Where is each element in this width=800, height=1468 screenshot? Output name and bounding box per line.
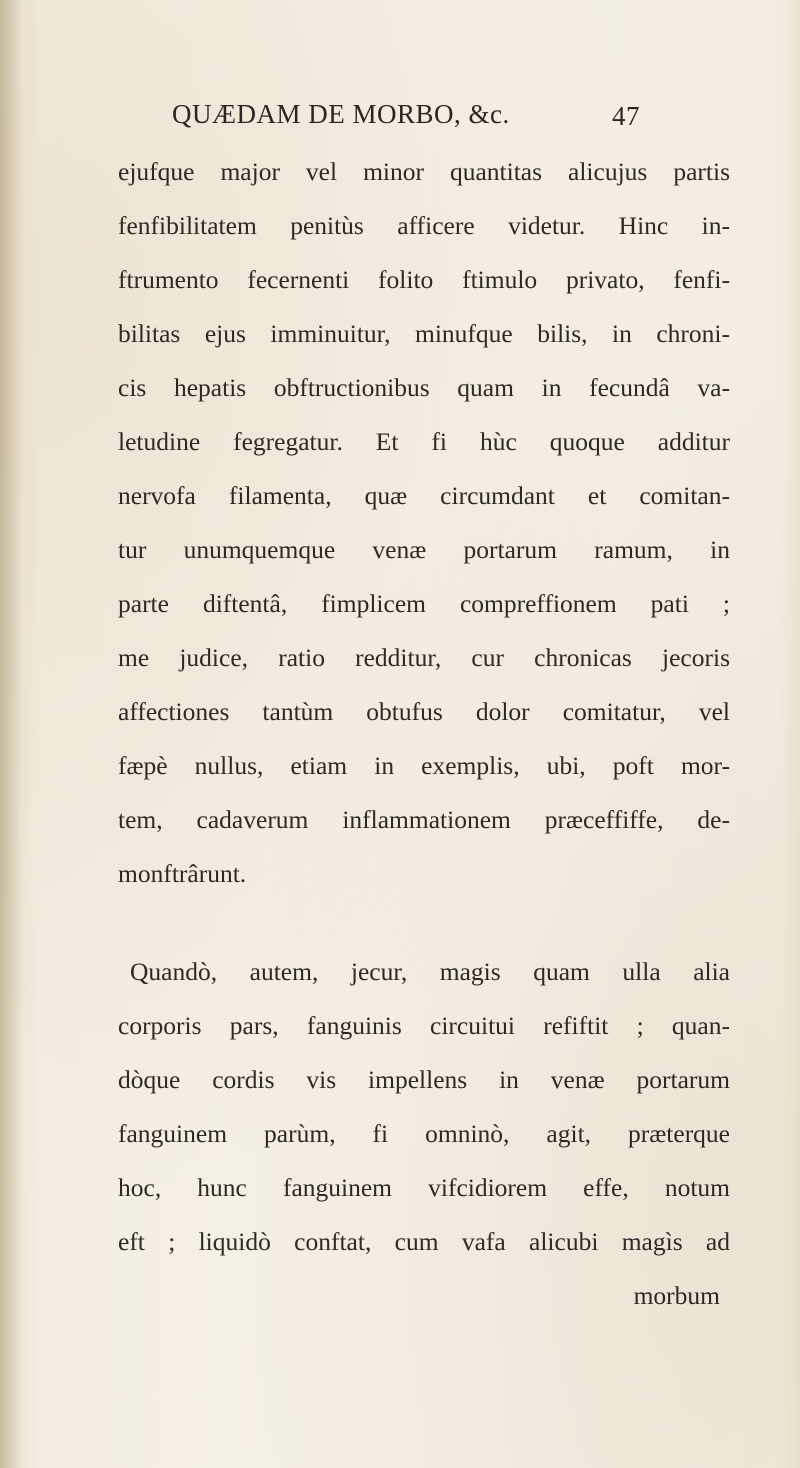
text-line: fæpè nullus, etiam in exemplis, ubi, poft mor- xyxy=(118,751,730,780)
page-number: 47 xyxy=(612,101,640,131)
text-line: ejufque major vel minor quantitas alicujus partis xyxy=(118,157,730,186)
catchword: morbum xyxy=(633,1281,720,1310)
text-line: bilitas ejus imminuitur, minufque bilis, in chroni- xyxy=(118,319,730,348)
text-line: hoc, hunc fanguinem vifcidiorem effe, notum xyxy=(118,1173,730,1202)
text-line: corporis pars, fanguinis circuitui refiftit ; quan- xyxy=(118,1011,730,1040)
page-gutter-shadow xyxy=(0,0,22,1468)
text-line: letudine fegregatur. Et fi hùc quoque additur xyxy=(118,427,730,456)
running-title: QUÆDAM DE MORBO, &c. xyxy=(172,99,510,129)
text-line: nervofa filamenta, quæ circumdant et comitan- xyxy=(118,481,730,510)
text-line: eft ; liquidò conftat, cum vafa alicubi magìs ad xyxy=(118,1227,730,1256)
text-line: monftrârunt. xyxy=(118,859,247,888)
text-line: cis hepatis obftructionibus quam in fecundâ va- xyxy=(118,373,730,402)
text-line: tur unumquemque venæ portarum ramum, in xyxy=(118,535,730,564)
text-line: affectiones tantùm obtufus dolor comitatur, vel xyxy=(118,697,730,726)
text-line: fenfibilitatem penitùs afficere videtur. Hinc in- xyxy=(118,211,730,240)
text-line: ftrumento fecernenti folito ftimulo privato, fenfi- xyxy=(118,265,730,294)
paragraph-first-line: Quandò, autem, jecur, magis quam ulla alia xyxy=(130,957,730,986)
text-line: me judice, ratio redditur, cur chronicas jecoris xyxy=(118,643,730,672)
text-line: parte diftentâ, fimplicem compreffionem pati ; xyxy=(118,589,730,618)
text-line: tem, cadaverum inflammationem præceffiffe, de- xyxy=(118,805,730,834)
text-line: dòque cordis vis impellens in venæ portarum xyxy=(118,1065,730,1094)
text-line: fanguinem parùm, fi omninò, agit, præterque xyxy=(118,1119,730,1148)
